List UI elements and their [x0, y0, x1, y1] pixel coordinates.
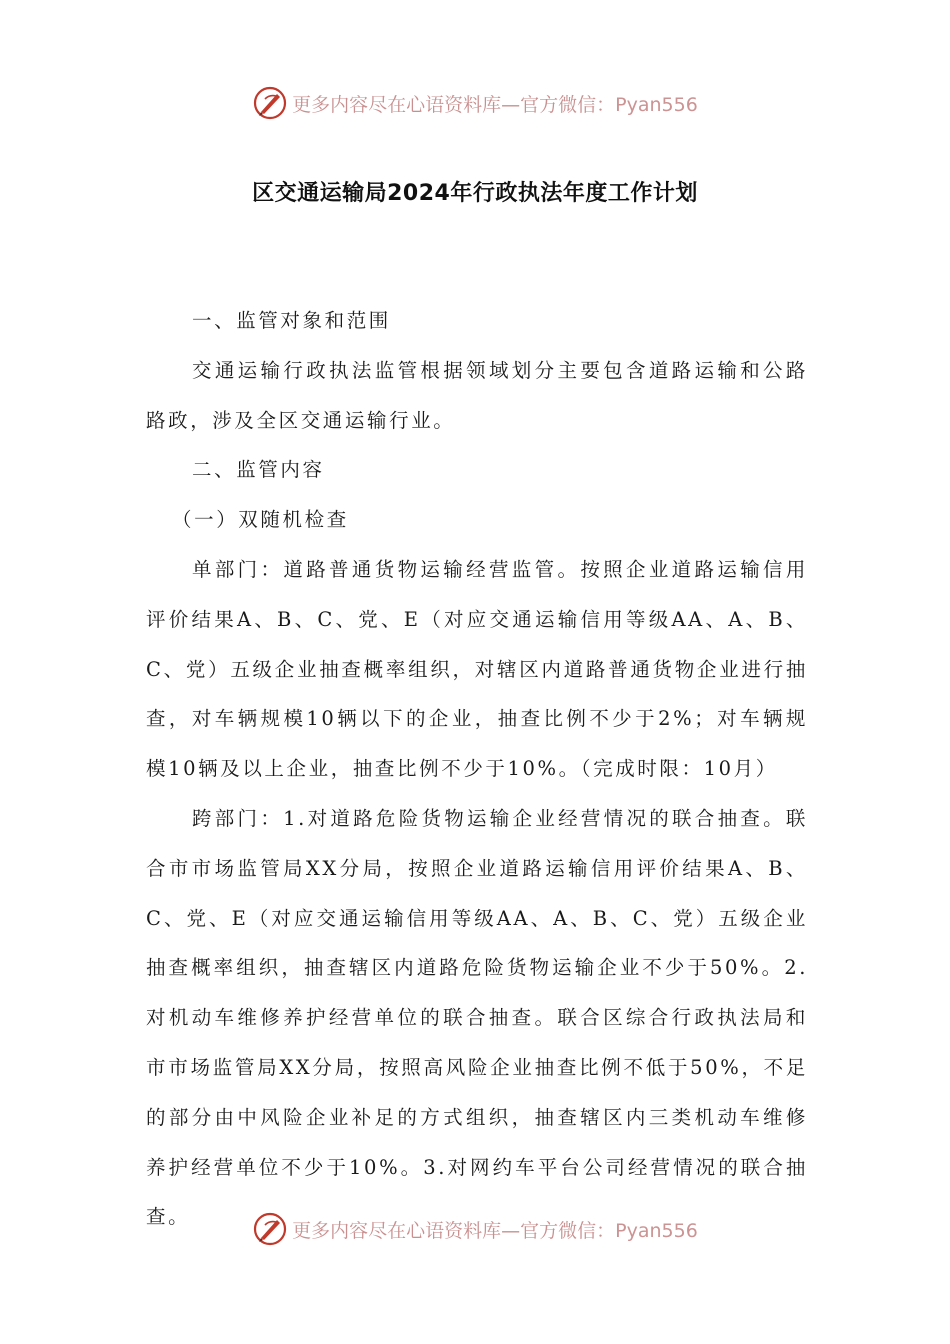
paragraph-cross-department: 跨部门：1.对道路危险货物运输企业经营情况的联合抽查。联合市市场监管局XX分局，按照企业道路运输信用评价结果A、B、C、党、E（对应交通运输信用等级AA、A、B、C、党）五级企业抽查概率组织，抽查辖区内道路危险货物运输企业不少于50%。2.对机动车维修养护经营单位的联合抽查。联合区综合行政执法局和市市场监管局XX分局，按照高风险企业抽查比例不低于50%，不足的部分由中风险企业补足的方式组织，抽查辖区内三类机动车维修养护经营单位不少于10%。3.对网约车平台公司经营情况的联合抽查。 — [146, 806, 808, 1229]
document-body — [146, 296, 808, 1242]
watermark-footer — [0, 1209, 950, 1249]
watermark-text: 更多内容尽在心语资料库—官方微信：Pyan556 — [292, 93, 698, 116]
paragraph-scope: 交通运输行政执法监管根据领域划分主要包含道路运输和公路路政，涉及全区交通运输行业。 — [146, 358, 808, 432]
subsection-heading-1: （一）双随机检查 — [172, 508, 349, 532]
watermark-wechat-id: Pyan556 — [615, 1219, 698, 1242]
paragraph-single-department: 单部门：道路普通货物运输经营监管。按照企业道路运输信用评价结果A、B、C、党、E（对应交通运输信用等级AA、A、B、C、党）五级企业抽查概率组织，对辖区内道路普通货物企业进行抽查，对车辆规模10辆以下的企业，抽查比例不少于2%；对车辆规模10辆及以上企业，抽查比例不少于10%。（完成时限：10月） — [146, 557, 808, 781]
quill-pen-logo-icon — [252, 85, 288, 121]
quill-pen-logo-icon — [252, 1211, 288, 1247]
watermark-header — [0, 83, 950, 123]
section-heading-1: 一、监管对象和范围 — [192, 309, 391, 332]
document-title: 区交通运输局2024年行政执法年度工作计划 — [252, 181, 698, 206]
watermark-wechat-id: Pyan556 — [615, 93, 698, 116]
watermark-text: 更多内容尽在心语资料库—官方微信：Pyan556 — [292, 1219, 698, 1242]
section-heading-2: 二、监管内容 — [192, 458, 325, 482]
